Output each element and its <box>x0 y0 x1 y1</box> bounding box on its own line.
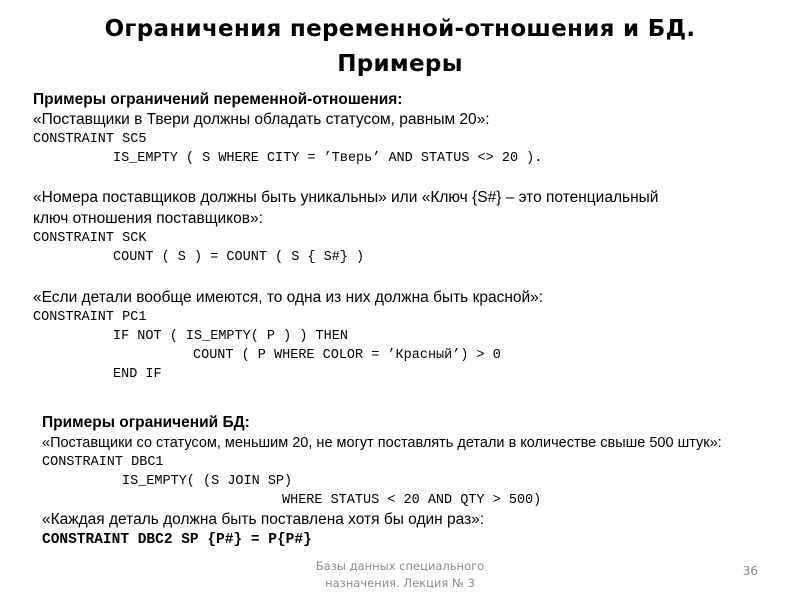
relvar-constraints-section <box>33 90 658 384</box>
slide-title-line-2: Примеры <box>337 51 463 77</box>
slide-title-line-1: Ограничения переменной-отношения и БД. <box>104 16 696 42</box>
relvar-heading: Примеры ограничений переменной-отношения: <box>33 91 403 108</box>
code-line: CONSTRAINT DBC1 <box>42 455 164 470</box>
db-constraints-section <box>42 413 722 550</box>
relvar-example-2-quote-line-1: «Номера поставщиков должны быть уникальны» или «Ключ {S#} – это потенциальный <box>33 189 659 206</box>
code-line: IS_EMPTY( (S JOIN SP) <box>122 474 293 489</box>
code-line: COUNT ( P WHERE COLOR = ’Красный’) > 0 <box>193 348 501 363</box>
footer-lecture-label <box>290 558 510 592</box>
db-example-2-quote: «Каждая деталь должна быть поставлена хотя бы один раз»: <box>42 511 485 528</box>
slide-title <box>0 12 800 82</box>
db-heading: Примеры ограничений БД: <box>42 414 250 431</box>
relvar-example-2-quote-line-2: ключ отношения поставщиков»: <box>33 210 263 227</box>
code-line: IF NOT ( IS_EMPTY( P ) ) THEN <box>113 329 348 344</box>
relvar-example-3-quote: «Если детали вообще имеются, то одна из них должна быть красной»: <box>33 289 544 306</box>
page-number: 36 <box>742 564 758 578</box>
relvar-example-1-quote: «Поставщики в Твери должны обладать статусом, равным 20»: <box>33 111 490 128</box>
code-line: CONSTRAINT SC5 <box>33 132 147 147</box>
footer-line-1: Базы данных специального <box>315 559 485 573</box>
code-line: END IF <box>113 367 162 382</box>
code-line: CONSTRAINT PC1 <box>33 310 147 325</box>
db-example-1-quote: «Поставщики со статусом, меньшим 20, не могут поставлять детали в количестве свыше 500 штук»: <box>42 435 722 451</box>
code-line: IS_EMPTY ( S WHERE CITY = ’Тверь’ AND STATUS <> 20 ). <box>113 151 543 166</box>
code-line: CONSTRAINT SCK <box>33 231 147 246</box>
footer-line-2: назначения. Лекция № 3 <box>325 576 475 590</box>
code-line: CONSTRAINT DBC2 SP {P#} = P{P#} <box>42 532 312 548</box>
code-line: WHERE STATUS < 20 AND QTY > 500) <box>282 493 542 508</box>
code-line: COUNT ( S ) = COUNT ( S { S#} ) <box>113 250 365 265</box>
